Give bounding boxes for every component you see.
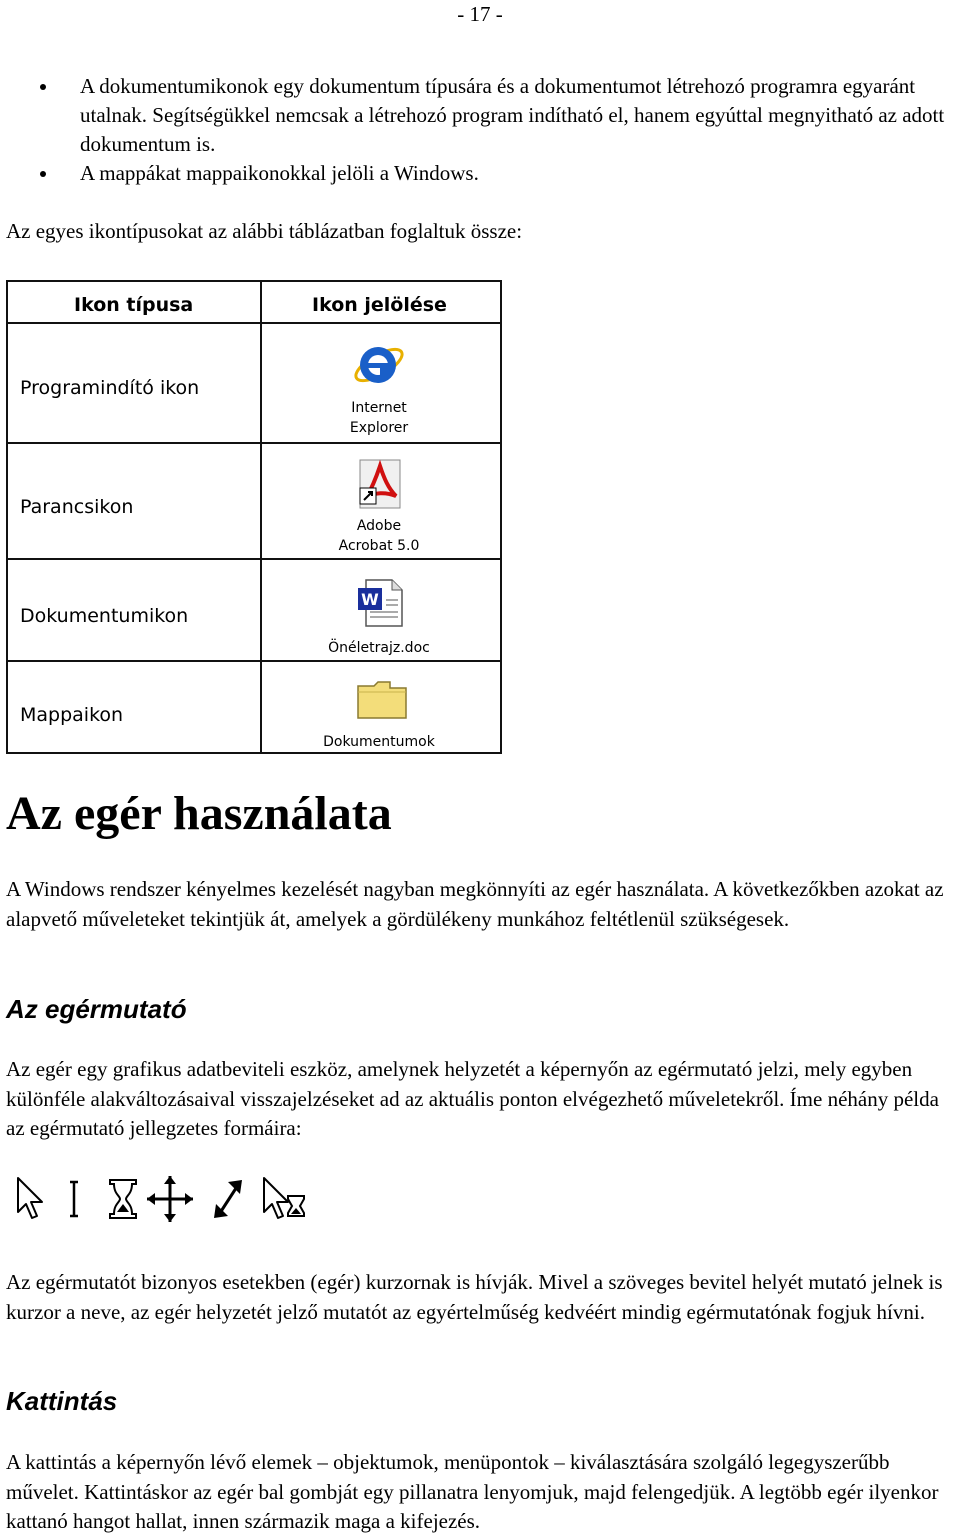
- icon-caption: [324, 398, 434, 438]
- table-header-icon: Ikon jelölése: [312, 294, 447, 316]
- bullet-list: [0, 72, 960, 188]
- click-paragraph: A kattintás a képernyőn lévő elemek – objektumok, menüpontok – kiválasztására szolgáló legegyszerűbb művelet. Kattintáskor az egér bal gombját egy pillanatra lenyomjuk, majd felengedjük. A legtöbb egér ilyenkor kattanó hangot hallat, innen származik maga a kifejezés.: [6, 1450, 939, 1533]
- pointer-paragraph: Az egér egy grafikus adatbeviteli eszköz, amelynek helyzetét a képernyőn az egérmutató jelzi, mely egyben különféle alakváltozásaival visszajelzéseket ad az aktuális ponton elvégezhető műveletekről. Íme néhány példa az egérmutató jellegzetes formáira:: [6, 1057, 939, 1140]
- section-title: Az egér használata: [6, 787, 392, 840]
- busy-arrow-cursor-icon: [264, 1178, 304, 1218]
- table-divider: [8, 322, 500, 324]
- icon-caption: [314, 732, 444, 752]
- bullet-item: [0, 72, 960, 159]
- table-header-type: Ikon típusa: [74, 294, 194, 316]
- subsection-title: Kattintás: [6, 1386, 118, 1416]
- move-cursor-icon: [147, 1176, 193, 1222]
- icon-caption: [314, 638, 444, 658]
- subsection-title: Az egérmutató: [6, 994, 187, 1024]
- row-type-label: Programindító ikon: [20, 377, 200, 399]
- bullet-item: [0, 159, 960, 188]
- icon-caption-line: Explorer: [349, 420, 409, 436]
- adobe-acrobat-shortcut-icon: [358, 458, 402, 510]
- bullet-dot-icon: [40, 171, 46, 177]
- cursor-naming-paragraph: Az egérmutatót bizonyos esetekben (egér) kurzornak is hívják. Mivel a szöveges bevitel helyét mutató jelnek is kurzor a neve, az egér helyzetét jelző mutatót az egyértelműség kedvéért mindig egérmutatónak fogjuk hívni.: [6, 1270, 943, 1324]
- hourglass-cursor-icon: [110, 1180, 136, 1218]
- bullet-dot-icon: [40, 84, 46, 90]
- arrow-cursor-icon: [18, 1178, 42, 1218]
- table-divider: [8, 660, 500, 662]
- section-intro: A Windows rendszer kényelmes kezelését nagyban megkönnyíti az egér használata. A következőkben azokat az alapvető műveleteket tekintjük át, amelyek a gördülékeny munkához feltétlenül szükségesek.: [6, 877, 944, 931]
- table-divider: [260, 282, 262, 752]
- svg-text:W: W: [361, 590, 379, 609]
- icon-caption-line: Önéletrajz.doc: [328, 640, 430, 656]
- table-divider: [8, 558, 500, 560]
- bullet-text: A mappákat mappaikonokkal jelöli a Windows.: [80, 161, 479, 185]
- table-divider: [8, 442, 500, 444]
- intro-text: Az egyes ikontípusokat az alábbi táblázatban foglaltuk össze:: [6, 219, 523, 243]
- icon-caption: [324, 516, 434, 556]
- page-number: - 17 -: [457, 2, 503, 26]
- row-type-label: Parancsikon: [20, 496, 134, 518]
- bullet-text: A dokumentumikonok egy dokumentum típusára és a dokumentumot létrehozó programra egyaránt utalnak. Segítségükkel nemcsak a létrehozó program indítható el, hanem egyúttal megnyitható az adott dokumentum is.: [80, 74, 945, 156]
- internet-explorer-icon: [352, 338, 406, 388]
- diagonal-resize-cursor-icon: [214, 1180, 242, 1218]
- row-type-label: Mappaikon: [20, 704, 124, 726]
- icon-caption-line: Adobe: [356, 518, 402, 534]
- row-type-label: Dokumentumikon: [20, 605, 189, 627]
- icon-caption-line: Acrobat 5.0: [338, 538, 420, 554]
- word-document-icon: [356, 578, 404, 628]
- cursor-examples: [6, 1168, 316, 1240]
- folder-icon: [356, 678, 408, 720]
- icon-caption-line: Internet: [351, 400, 407, 416]
- icon-type-table: [6, 280, 502, 754]
- text-ibeam-cursor-icon: [70, 1182, 78, 1216]
- icon-caption-line: Dokumentumok: [323, 734, 435, 750]
